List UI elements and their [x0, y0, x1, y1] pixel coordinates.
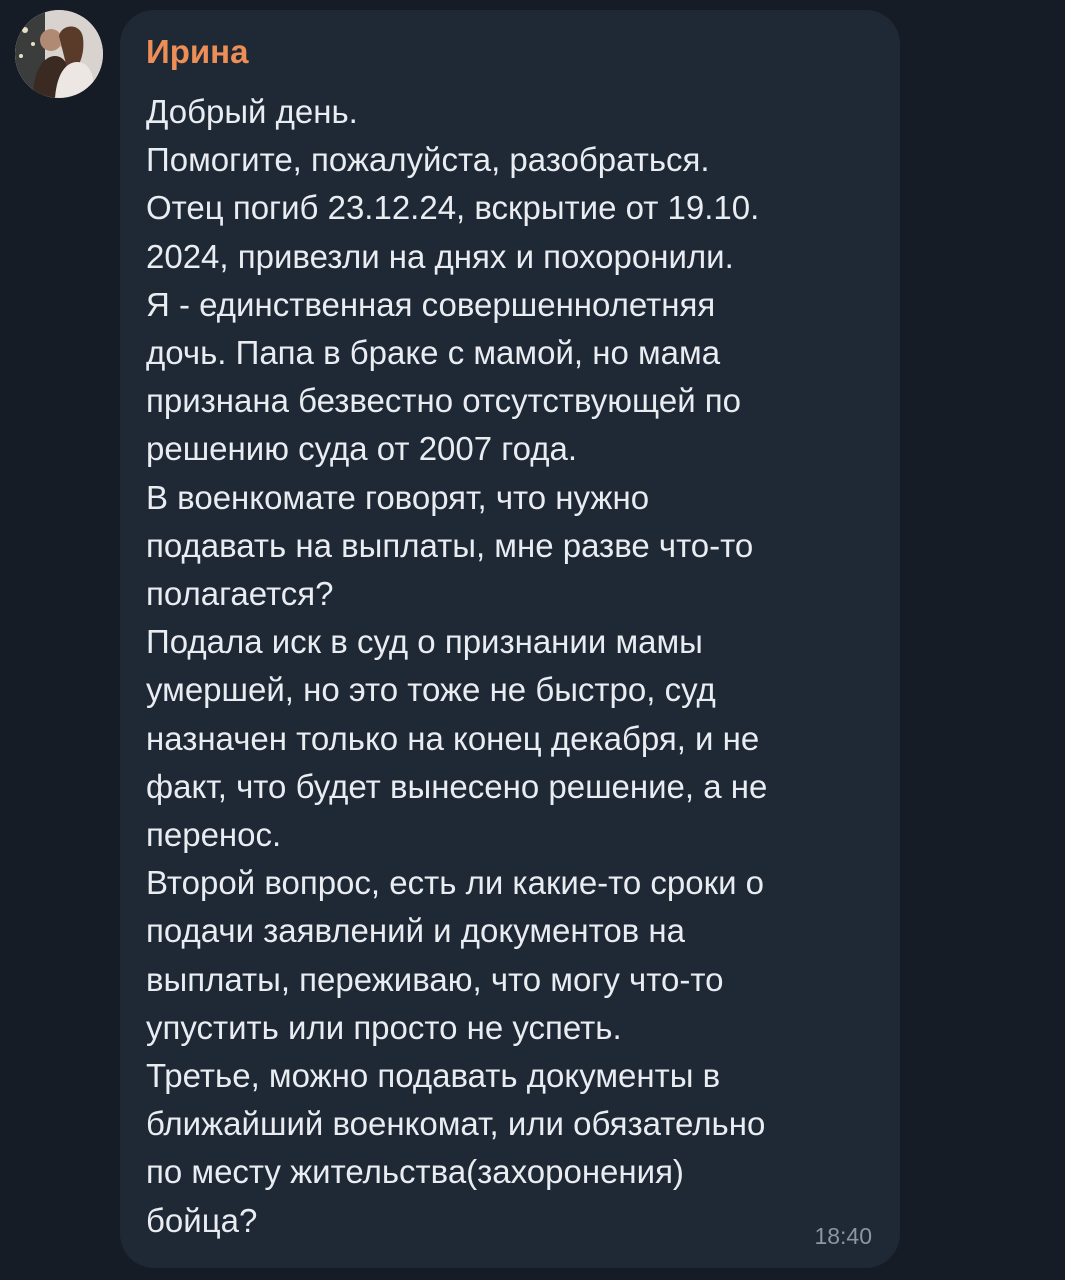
message-line: подачи заявлений и документов на — [146, 912, 685, 950]
message-line: Добрый день. — [146, 93, 358, 130]
message-line: дочь. Папа в браке с мамой, но мама — [146, 334, 721, 372]
message-line: признана безвестно отсутствующей по — [146, 382, 742, 420]
message-line: решению суда от 2007 года. — [146, 430, 577, 468]
message-line: факт, что будет вынесено решение, а не — [146, 767, 768, 805]
message-line: Помогите, пожалуйста, разобраться. — [146, 141, 710, 179]
message-line: В военкомате говорят, что нужно — [146, 478, 650, 516]
message-line: перенос. — [146, 816, 282, 854]
sender-name[interactable]: Ирина — [146, 33, 249, 70]
message-line: бойца? — [146, 1201, 258, 1239]
message-timestamp: 18:40 — [814, 1223, 872, 1249]
message-line: выплаты, переживаю, что могу что-то — [146, 960, 724, 998]
message-line: умершей, но это тоже не быстро, суд — [146, 671, 716, 709]
message-bubble[interactable] — [120, 10, 900, 1268]
message-line: Третье, можно подавать документы в — [146, 1057, 721, 1095]
message-line: по месту жительства(захоронения) — [146, 1153, 684, 1191]
message-text — [146, 88, 886, 1245]
message-line: Отец погиб 23.12.24, вскрытие от 19.10. — [146, 189, 760, 227]
avatar[interactable] — [15, 10, 103, 98]
message-line: полагается? — [146, 575, 334, 613]
message-line: Подала иск в суд о признании мамы — [146, 623, 703, 661]
message-line: Я - единственная совершеннолетняя — [146, 285, 716, 323]
message-line: Второй вопрос, есть ли какие-то сроки о — [146, 864, 765, 902]
message-line: подавать на выплаты, мне разве что-то — [146, 526, 754, 564]
avatar-photo — [15, 10, 103, 98]
message-line: упустить или просто не успеть. — [146, 1008, 622, 1046]
message-line: 2024, привезли на днях и похоронили. — [146, 237, 734, 275]
message-line: ближайший военкомат, или обязательно — [146, 1105, 766, 1143]
message-line: назначен только на конец декабря, и не — [146, 719, 760, 757]
